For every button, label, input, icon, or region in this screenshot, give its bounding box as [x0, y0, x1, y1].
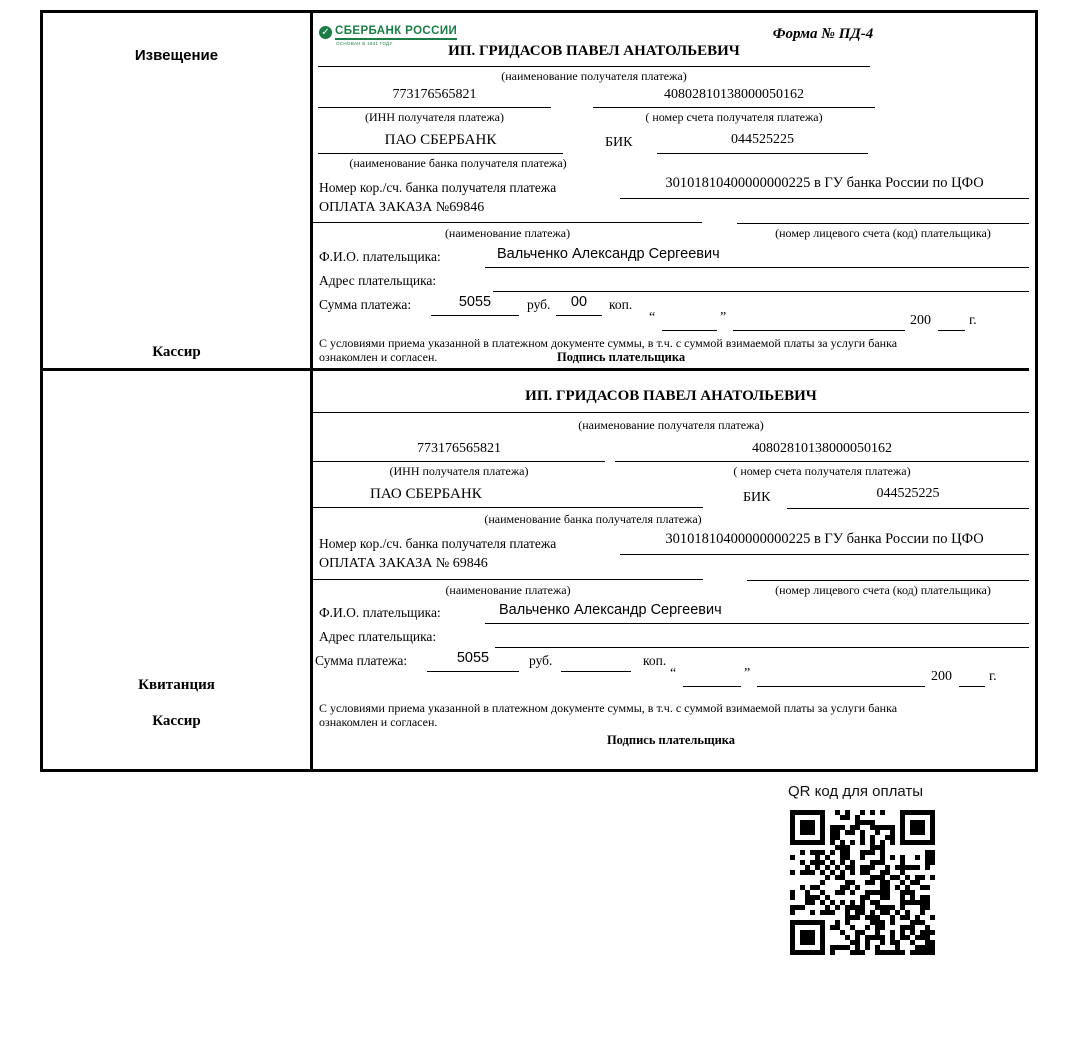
- bik-label: БИК: [605, 135, 633, 150]
- receipt-section: [43, 371, 1029, 769]
- payee-caption: (наименование получателя платежа): [578, 418, 764, 432]
- account-value-field: 40802810138000050162: [615, 441, 1029, 462]
- corr-account-label: Номер кор./сч. банка получателя платежа: [319, 536, 557, 551]
- date-quote-close: ”: [744, 666, 751, 681]
- agreement-line2: ознакомлен и согласен.: [319, 350, 438, 364]
- payer-address-field: [493, 270, 1029, 292]
- payee-name: ИП. ГРИДАСОВ ПАВЕЛ АНАТОЛЬЕВИЧ: [318, 43, 870, 67]
- payer-name-label: Ф.И.О. плательщика:: [319, 249, 441, 264]
- bank-name-field: ПАО СБЕРБАНК: [318, 132, 563, 154]
- inn-caption: (ИНН получателя платежа): [389, 464, 529, 478]
- payee-name: ИП. ГРИДАСОВ ПАВЕЛ АНАТОЛЬЕВИЧ: [313, 388, 1029, 413]
- sum-label: Сумма платежа:: [315, 653, 408, 668]
- bik-label: БИК: [743, 490, 771, 505]
- personal-account-field: [737, 200, 1029, 224]
- agreement-line1: С условиями приема указанной в платежном документе суммы, в т.ч. с суммой взимаемой платы за услуги банка: [319, 336, 898, 350]
- date-year-suffix: г.: [989, 669, 997, 684]
- date-year-field: [959, 666, 985, 687]
- date-month-field: [757, 666, 925, 687]
- sberbank-emblem-icon: ✓: [319, 26, 332, 39]
- signature-label: Подпись плательщика: [557, 350, 686, 364]
- qr-code: [790, 810, 935, 955]
- pd4-document: [40, 10, 1038, 772]
- date-quote-close: ”: [720, 310, 727, 325]
- date-year-field: [938, 310, 965, 331]
- payer-name-label: Ф.И.О. плательщика:: [319, 605, 441, 620]
- notice-right-column: [313, 13, 1029, 368]
- payer-address-field: [495, 626, 1029, 648]
- date-day-field: [662, 310, 717, 331]
- notice-side-label: Извещение: [134, 47, 219, 64]
- sum-rub-field: 5055: [431, 294, 519, 316]
- account-caption: ( номер счета получателя платежа): [645, 110, 823, 124]
- sum-label: Сумма платежа:: [319, 297, 412, 312]
- bank-caption: (наименование банка получателя платежа): [349, 156, 567, 170]
- payment-caption: (наименование платежа): [444, 226, 571, 240]
- notice-section: [43, 13, 1029, 371]
- receipt-right-column: [313, 371, 1029, 769]
- receipt-side-label: Квитанция: [138, 677, 215, 693]
- inn-caption: (ИНН получателя платежа): [365, 110, 504, 124]
- kop-label: коп.: [643, 653, 667, 668]
- date-year-suffix: г.: [969, 313, 977, 328]
- bik-value-field: 044525225: [787, 486, 1029, 509]
- agreement-line1: С условиями приема указанной в платежном документе суммы, в т.ч. с суммой взимаемой платы за услуги банка: [319, 701, 898, 715]
- payment-purpose-field: ОПЛАТА ЗАКАЗА №69846: [313, 200, 702, 223]
- payer-address-label: Адрес плательщика:: [319, 629, 437, 644]
- sum-kop-field: [561, 650, 631, 672]
- bank-caption: (наименование банка получателя платежа): [484, 512, 702, 526]
- payer-address-label: Адрес плательщика:: [319, 273, 437, 288]
- payer-name-field: Вальченко Александр Сергеевич: [485, 602, 1029, 624]
- signature-label: Подпись плательщика: [606, 733, 736, 747]
- inn-value-field: 773176565821: [313, 441, 605, 462]
- personal-account-caption: (номер лицевого счета (код) плательщика): [775, 583, 991, 597]
- account-caption: ( номер счета получателя платежа): [733, 464, 911, 478]
- rub-label: руб.: [527, 297, 551, 312]
- agreement-line2: ознакомлен и согласен.: [319, 715, 438, 729]
- sberbank-logo-text: СБЕРБАНК РОССИИ: [335, 25, 457, 40]
- payee-caption: (наименование получателя платежа): [501, 69, 687, 83]
- qr-code-label: QR код для оплаты: [788, 783, 924, 800]
- form-number: Форма № ПД-4: [772, 26, 874, 42]
- cashier-label: Кассир: [152, 713, 201, 729]
- bank-name-field: ПАО СБЕРБАНК: [313, 486, 703, 508]
- personal-account-caption: (номер лицевого счета (код) плательщика): [775, 226, 991, 240]
- personal-account-field: [747, 556, 1029, 581]
- sum-kop-field: 00: [556, 294, 602, 316]
- date-quote-open: “: [670, 666, 677, 681]
- corr-account-label: Номер кор./сч. банка получателя платежа: [319, 180, 557, 195]
- account-value-field: 40802810138000050162: [593, 87, 875, 108]
- date-month-field: [733, 310, 905, 331]
- corr-account-value-field: 30101810400000000225 в ГУ банка России по ЦФО: [620, 531, 1029, 555]
- date-year-prefix: 200: [910, 313, 931, 328]
- date-day-field: [683, 666, 741, 687]
- date-quote-open: “: [649, 310, 656, 325]
- bik-value-field: 044525225: [657, 132, 868, 154]
- inn-value-field: 773176565821: [318, 87, 551, 108]
- cashier-label: Кассир: [152, 344, 201, 360]
- payer-name-field: Вальченко Александр Сергеевич: [485, 246, 1029, 268]
- sberbank-logo-tagline: ОСНОВАН В 1841 ГОДУ: [336, 41, 393, 46]
- sum-rub-field: 5055: [427, 650, 519, 672]
- corr-account-value-field: 30101810400000000225 в ГУ банка России по ЦФО: [620, 175, 1029, 199]
- payment-caption: (наименование платежа): [445, 583, 571, 597]
- kop-label: коп.: [609, 297, 633, 312]
- receipt-left-column: [43, 371, 313, 769]
- payment-purpose-field: ОПЛАТА ЗАКАЗА № 69846: [313, 556, 703, 580]
- date-year-prefix: 200: [931, 669, 952, 684]
- rub-label: руб.: [529, 653, 553, 668]
- notice-left-column: [43, 13, 313, 368]
